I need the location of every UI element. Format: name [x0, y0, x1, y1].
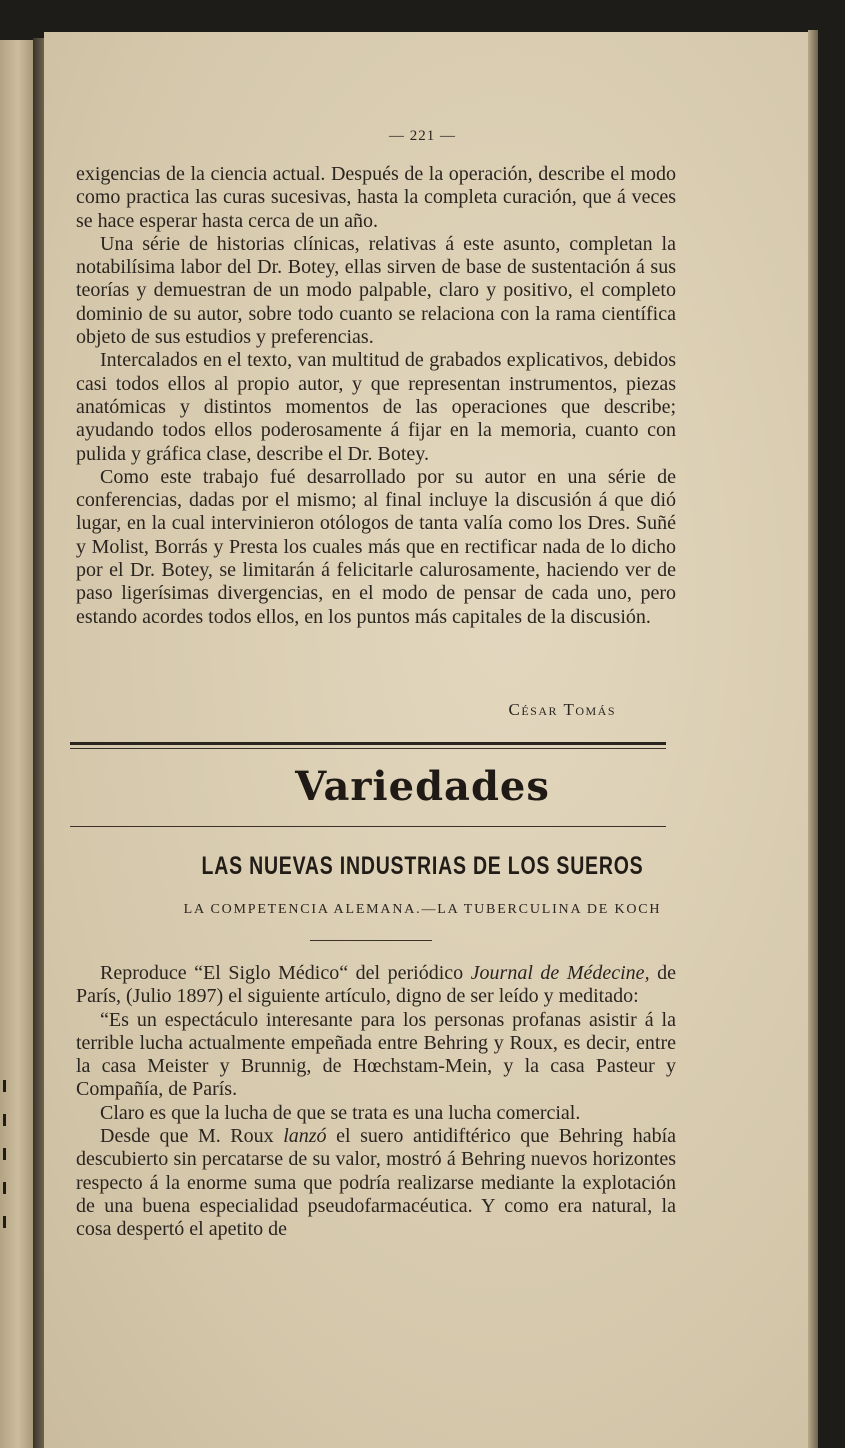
review-text	[76, 163, 676, 629]
article-text	[76, 962, 676, 1242]
article-paragraph-3: Claro es que la lucha de que se trata es una lucha comercial.	[100, 1101, 581, 1124]
review-paragraph-2: Una série de historias clínicas, relativas á este asunto, completan la notabilísima labor del Dr. Botey, ellas sirven de base de sustentación á sus teorías y demuestran de un modo palpable, claro y positivo, el completo dominio de su autor, sobre todo cuanto se relaciona con la rama científica objeto de sus estudios y preferencias.	[76, 232, 676, 349]
article-subtitle: LA COMPETENCIA ALEMANA.—LA TUBERCULINA DE KOCH	[183, 902, 662, 917]
title-separator	[310, 940, 432, 941]
review-paragraph-1: exigencias de la ciencia actual. Después de la operación, describe el modo como practica las curas sucesivas, hasta la completa curación, que á veces se hace esperar hasta cerca de un año.	[76, 163, 676, 232]
article-paragraph-2: “Es un espectáculo interesante para los personas profanas asistir á la terrible lucha actualmente empeñada entre Behring y Roux, es decir, entre la casa Meister y Brunnig, de Hœchstam-Mein, y la casa Pasteur y Compañía, de París.	[76, 1008, 676, 1101]
review-paragraph-4: Como este trabajo fué desarrollado por su autor en una série de conferencias, dadas por el mismo; al final incluye la discusión á que dió lugar, en la cual intervinieron otólogos de tanta valía como los Dres. Suñé y Molist, Borrás y Presta los cuales más que en rectificar nada de lo dicho por el Dr. Botey, se limitarán á felicitarle calurosamente, haciendo ver de paso ligerísimas divergencias, en el modo de pensar de cada uno, pero estando acordes todos ellos, en los puntos más capitales de la discusión.	[76, 465, 676, 628]
article-title: LAS NUEVAS INDUSTRIAS DE LOS SUEROS	[201, 852, 644, 880]
section-divider-lower	[70, 826, 666, 827]
review-paragraph-3: Intercalados en el texto, van multitud de grabados explicativos, debidos casi todos ellos al propio autor, y que representan instrumentos, piezas anatómicas y distintos momentos de las operaciones que describe; ayudando todos ellos poderosamente á fijar en la memoria, cuanto con pulida y gráfica clase, describe el Dr. Botey.	[76, 349, 676, 465]
section-divider-upper	[70, 742, 666, 745]
author-signature: César Tomás	[508, 700, 616, 719]
section-divider-upper-thin	[70, 748, 666, 749]
page-edge	[808, 30, 818, 1448]
article-paragraph-4: Desde que M. Roux lanzó el suero antidiftérico que Behring había descubierto sin percatarse de su valor, mostró á Behring nuevos horizontes respecto á la enorme suma que podría realizarse mediante la explotación de una buena especialidad pseudofarmacéutica. Y como era natural, la cosa despertó el apetito de	[76, 1125, 677, 1241]
page-number: — 221 —	[389, 128, 456, 144]
article-paragraph-1: Reproduce “El Siglo Médico“ del periódico Journal de Médecine, de París, (Julio 1897) el siguiente artículo, digno de ser leído y meditado:	[76, 962, 676, 1008]
section-title: Variedades	[295, 763, 550, 810]
binding-marks	[0, 1080, 10, 1250]
